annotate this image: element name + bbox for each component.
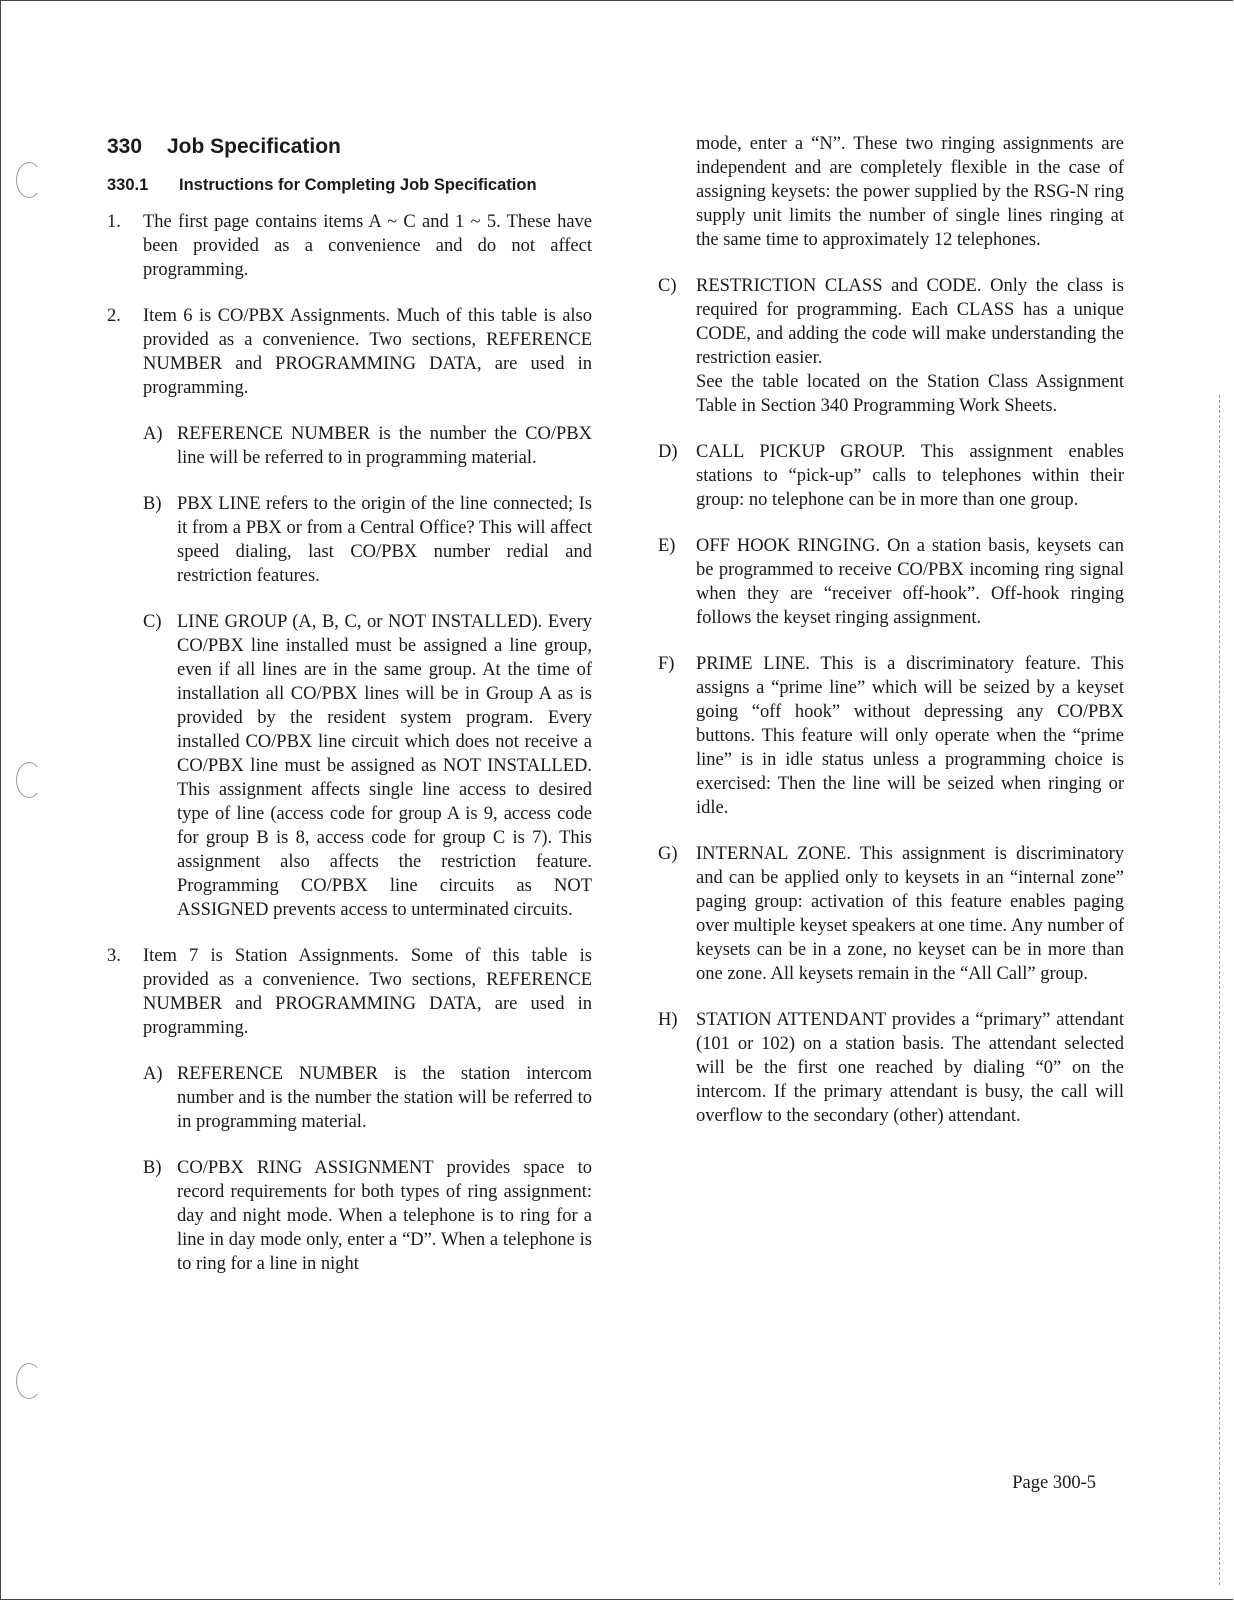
binder-hole [16,762,42,798]
sub-list-item: B) CO/PBX RING ASSIGNMENT provides space to record requirements for both types of ring assignment: day and night mode. When a telephone is to ring for a line in day mode only, enter a “D”. When a telephone is to ring for a line in night [143,1158,592,1274]
list-item: 3. Item 7 is Station Assignments. Some of this table is provided as a convenience. Two sections, REFERENCE NUMBER and PROGRAMMING DATA, are used in programming. [107,946,592,1038]
sub-list-item: E) OFF HOOK RINGING. On a station basis, keysets can be programmed to receive CO/PBX incoming ring signal when they are “receiver off-hook”. Off-hook ringing follows the keyset ringing assignment. [658,536,1124,628]
sub-list-item: F) PRIME LINE. This is a discriminatory feature. This assigns a “prime line” which will be seized by a keyset going “off hook” without depressing any CO/PBX buttons. This feature will only operate when the “prime line” is in idle status unless a programming choice is exercised: Then the line will be seized when ringing or idle. [658,654,1124,818]
sub-list-item: B) PBX LINE refers to the origin of the line connected; Is it from a PBX or from a Central Office? This will affect speed dialing, last CO/PBX number redial and restriction features. [143,494,592,586]
subsection-heading: 330.1 Instructions for Completing Job Specification [107,176,537,194]
sub-list-item: A) REFERENCE NUMBER is the station intercom number and is the number the station will be referred to in programming material. [143,1064,592,1132]
sub-list-item: C) RESTRICTION CLASS and CODE. Only the class is required for programming. Each CLASS has a unique CODE, and adding the code will make understanding the restriction easier. See the table located on the Station Class Assignment Table in Section 340 Programming Work Sheets. [658,276,1124,416]
list-item: 2. Item 6 is CO/PBX Assignments. Much of this table is also provided as a convenience. Two sections, REFERENCE NUMBER and PROGRAMMING DATA, are used in programming. [107,306,592,398]
binder-hole [16,1363,42,1399]
list-item: 1. The first page contains items A ~ C and 1 ~ 5. These have been provided as a convenience and do not affect programming. [107,212,592,280]
section-heading: 330 Job Specification [107,135,341,158]
sub-list-item: C) LINE GROUP (A, B, C, or NOT INSTALLED). Every CO/PBX line installed must be assigned a line group, even if all lines are in the same group. At the time of installation all CO/PBX lines will be in Group A as is provided by the resident system program. Every installed CO/PBX line circuit which does not receive a CO/PBX line must be assigned as NOT INSTALLED. This assignment affects single line access to desired type of line (access code for group A is 9, access code for group B is 8, access code for group C is 7). This assignment also affects the restriction feature. Programming CO/PBX line circuits as NOT ASSIGNED prevents access to unterminated circuits. [143,612,592,920]
left-column [107,128,592,1276]
page-number: Page 300-5 [1012,1473,1096,1493]
sub-list-item: H) STATION ATTENDANT provides a “primary” attendant (101 or 102) on a station basis. The attendant selected will be the first one reached by dialing “0” on the intercom. If the primary attendant is busy, the call will overflow to the secondary (other) attendant. [658,1010,1124,1126]
right-column [658,128,1124,1150]
continued-paragraph: mode, enter a “N”. These two ringing assignments are independent and are completely flexible in the case of assigning keysets: the power supplied by the RSG-N ring supply unit limits the number of single lines ringing at the same time to approximately 12 telephones. [696,134,1124,250]
binder-hole [16,162,42,198]
sub-list-item: A) REFERENCE NUMBER is the number the CO/PBX line will be referred to in programming material. [143,424,592,468]
sub-list-item: D) CALL PICKUP GROUP. This assignment enables stations to “pick-up” calls to telephones within their group: no telephone can be in more than one group. [658,442,1124,510]
sub-list-item: G) INTERNAL ZONE. This assignment is discriminatory and can be applied only to keysets in an “internal zone” paging group: activation of this feature enables paging over multiple keyset speakers at one time. Any number of keysets can be in a zone, no keyset can be in more than one zone. All keysets remain in the “All Call” group. [658,844,1124,984]
scan-edge [1219,395,1220,1585]
